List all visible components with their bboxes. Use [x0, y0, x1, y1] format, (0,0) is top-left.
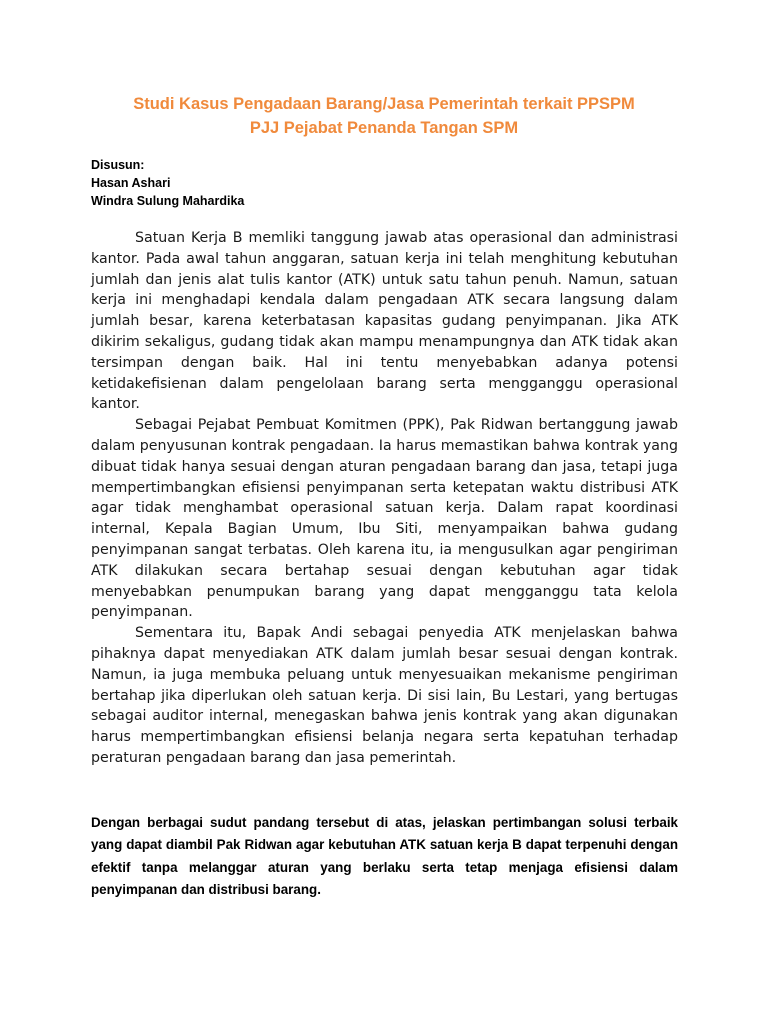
- author-name: Windra Sulung Mahardika: [91, 194, 245, 208]
- document-title-line-2: PJJ Pejabat Penanda Tangan SPM: [249, 119, 519, 137]
- case-paragraph: Sementara itu, Bapak Andi sebagai penyedia ATK menjelaskan bahwa pihaknya dapat menyediakan ATK dalam jumlah besar sesuai dengan kontrak. Namun, ia juga membuka peluang untuk menyesuaikan mekanisme pengiriman bertahap jika diperlukan oleh satuan kerja. Di sisi lain, Bu Lestari, yang bertugas sebagai auditor internal, menegaskan bahwa jenis kontrak yang akan digunakan harus mempertimbangkan efisiensi belanja negara serta kepatuhan terhadap peraturan pengadaan barang dan jasa pemerintah.: [91, 625, 678, 766]
- case-paragraph: Satuan Kerja B memliki tanggung jawab atas operasional dan administrasi kantor. Pada awal tahun anggaran, satuan kerja ini telah menghitung kebutuhan jumlah dan jenis alat tulis kantor (ATK) untuk satu tahun penuh. Namun, satuan kerja ini menghadapi kendala dalam pengadaan ATK secara langsung dalam jumlah besar, karena keterbatasan kapasitas gudang penyimpanan. Jika ATK dikirim sekaligus, gudang tidak akan mampu menampungnya dan ATK tidak akan tersimpan dengan baik. Hal ini tentu menyebabkan adanya potensi ketidakefisienan dalam pengelolaan barang serta mengganggu operasional kantor.: [91, 230, 678, 413]
- author-label: Disusun:: [91, 158, 145, 172]
- case-paragraph: Sebagai Pejabat Pembuat Komitmen (PPK), Pak Ridwan bertanggung jawab dalam penyusunan kontrak pengadaan. Ia harus memastikan bahwa kontrak yang dibuat tidak hanya sesuai dengan aturan pengadaan barang dan jasa, tetapi juga mempertimbangkan efisiensi penyimpanan serta ketepatan waktu distribusi ATK agar tidak menghambat operasional satuan kerja. Dalam rapat koordinasi internal, Kepala Bagian Umum, Ibu Siti, menyampaikan bahwa gudang penyimpanan sangat terbatas. Oleh karena itu, ia mengusulkan agar pengiriman ATK dilakukan secara bertahap sesuai dengan kebutuhan agar tidak menyebabkan penumpukan barang yang dapat mengganggu tata kelola penyimpanan.: [91, 417, 678, 621]
- author-name: Hasan Ashari: [91, 176, 171, 190]
- case-body: [91, 228, 678, 769]
- author-block: [91, 156, 244, 210]
- case-question: Dengan berbagai sudut pandang tersebut di atas, jelaskan pertimbangan solusi terbaik yang dapat diambil Pak Ridwan agar kebutuhan ATK satuan kerja B dapat terpenuhi dengan efektif tanpa melanggar aturan yang berlaku serta tetap menjaga efisiensi dalam penyimpanan dan distribusi barang.: [91, 815, 678, 898]
- document-title-line-1: Studi Kasus Pengadaan Barang/Jasa Pemerintah terkait PPSPM: [133, 95, 635, 113]
- document-title: [60, 92, 708, 140]
